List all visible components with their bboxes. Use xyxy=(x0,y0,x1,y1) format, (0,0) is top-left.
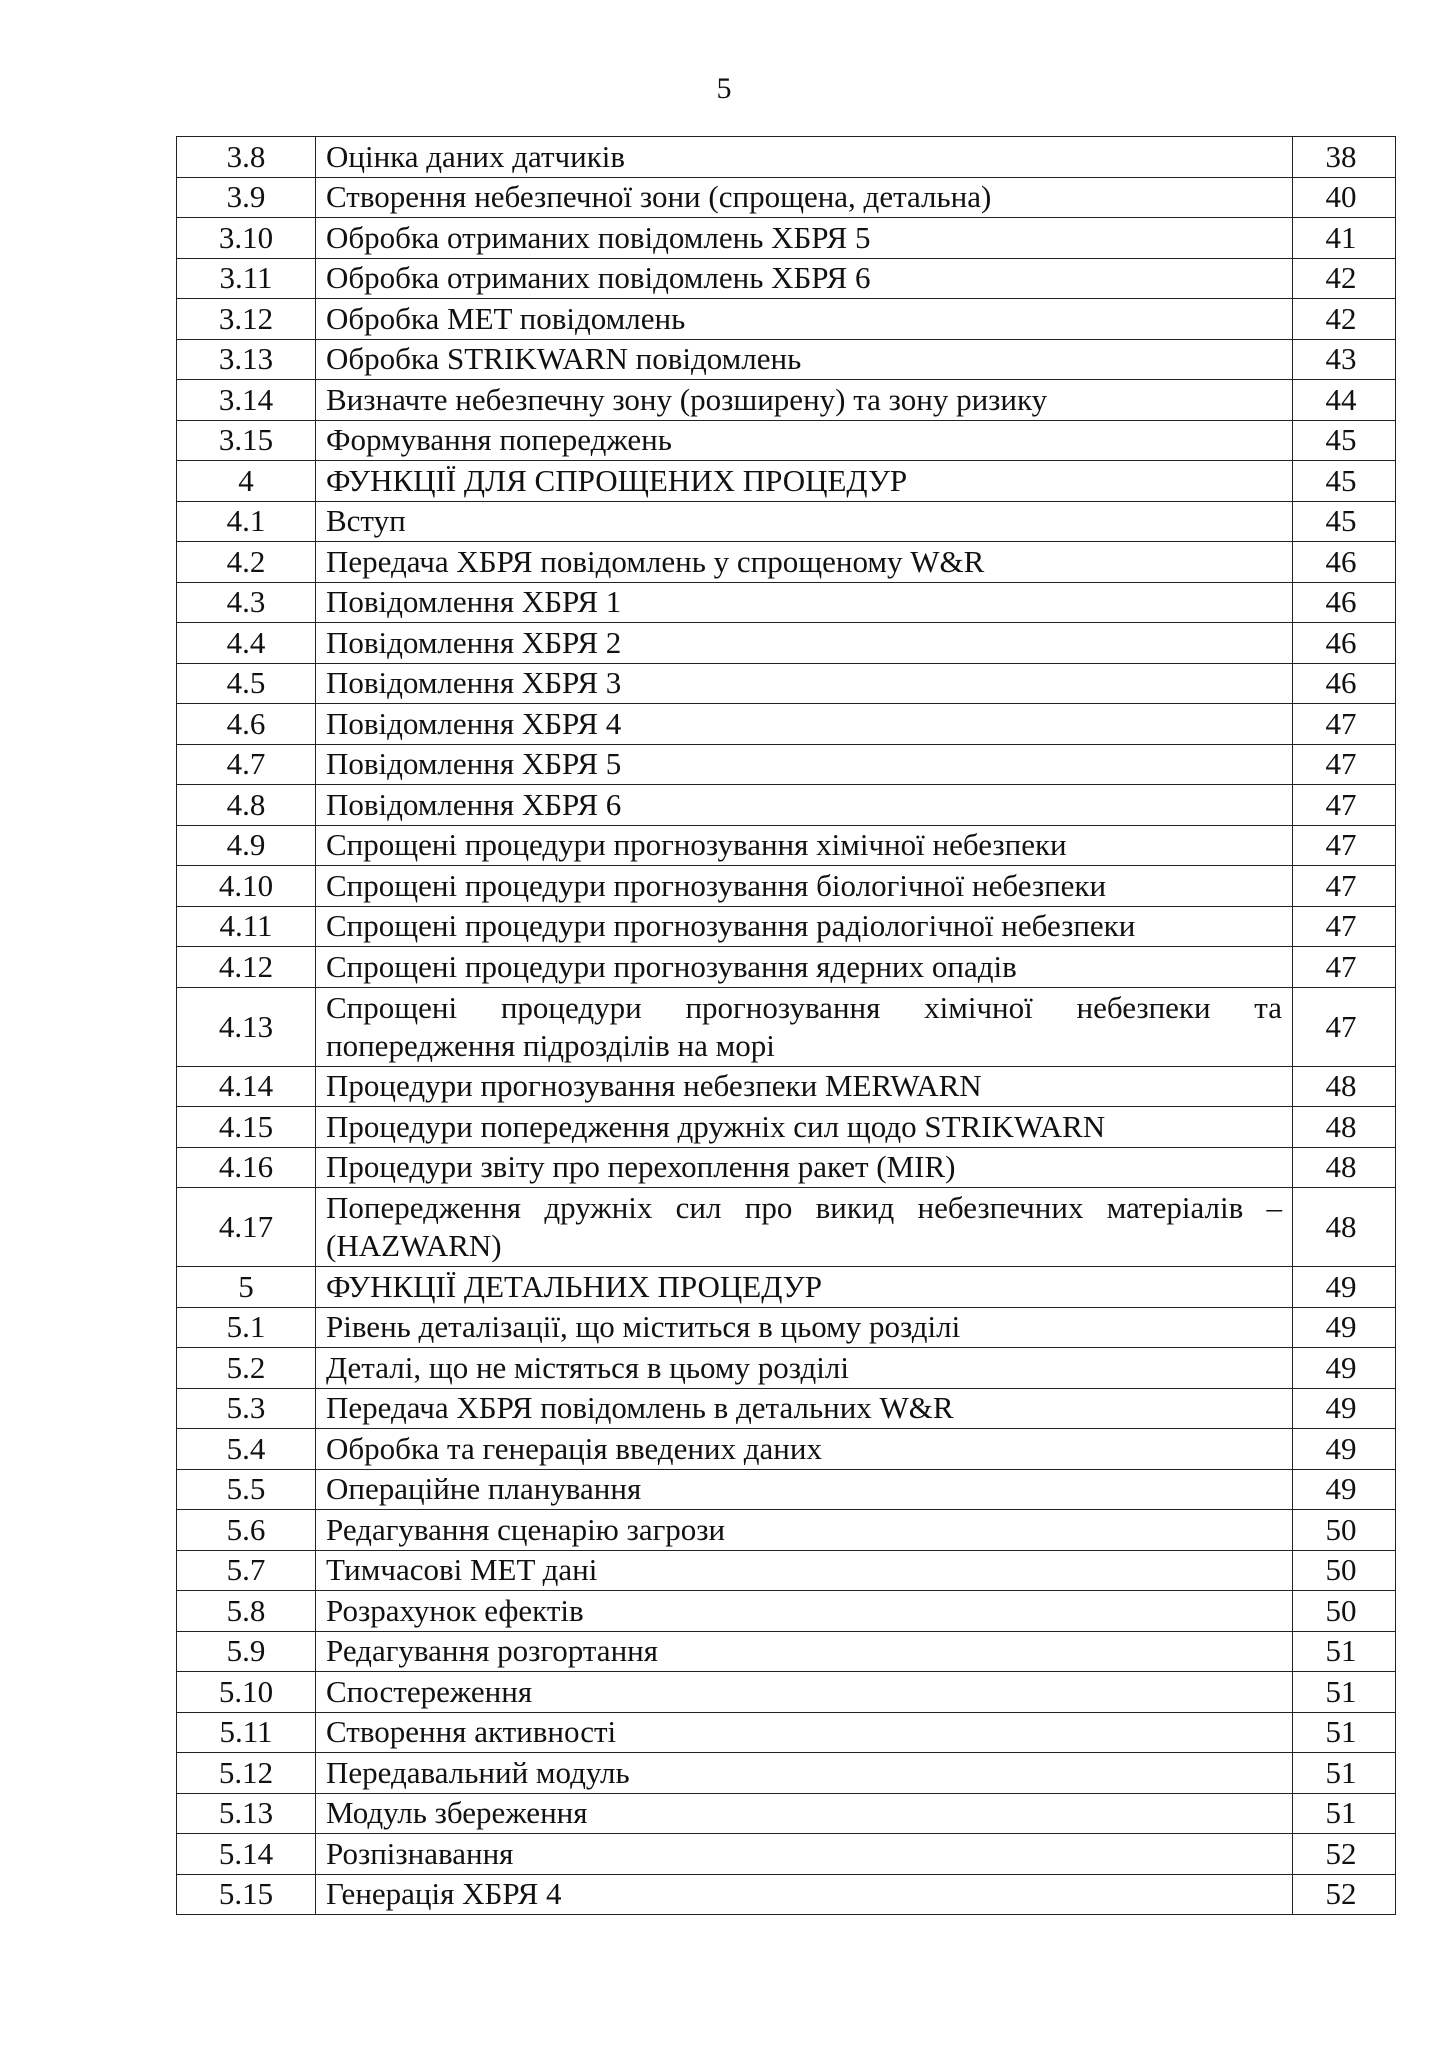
section-number: 3.9 xyxy=(177,177,316,218)
section-number: 5.5 xyxy=(177,1469,316,1510)
section-number: 5.10 xyxy=(177,1672,316,1713)
page-ref: 46 xyxy=(1293,582,1396,623)
section-number: 3.8 xyxy=(177,137,316,178)
section-number: 5.13 xyxy=(177,1793,316,1834)
section-title: Рівень деталізації, що міститься в цьому розділі xyxy=(316,1307,1293,1348)
section-number: 5.9 xyxy=(177,1631,316,1672)
page-ref: 45 xyxy=(1293,501,1396,542)
toc-row xyxy=(177,1429,1396,1470)
section-number: 4.4 xyxy=(177,623,316,664)
section-number: 5.8 xyxy=(177,1591,316,1632)
section-title: Редагування розгортання xyxy=(316,1631,1293,1672)
page-ref: 51 xyxy=(1293,1753,1396,1794)
section-number: 4.8 xyxy=(177,785,316,826)
toc-row xyxy=(177,542,1396,583)
section-title: Повідомлення ХБРЯ 1 xyxy=(316,582,1293,623)
toc-row xyxy=(177,906,1396,947)
toc-row xyxy=(177,258,1396,299)
page-ref: 48 xyxy=(1293,1066,1396,1107)
page-ref: 48 xyxy=(1293,1188,1396,1267)
toc-row xyxy=(177,785,1396,826)
toc-row xyxy=(177,218,1396,259)
section-title: Генерація ХБРЯ 4 xyxy=(316,1874,1293,1915)
page-ref: 51 xyxy=(1293,1672,1396,1713)
page-ref: 48 xyxy=(1293,1147,1396,1188)
section-number: 4.11 xyxy=(177,906,316,947)
section-number: 3.14 xyxy=(177,380,316,421)
page-ref: 47 xyxy=(1293,704,1396,745)
toc-row xyxy=(177,380,1396,421)
section-number: 4.2 xyxy=(177,542,316,583)
page-ref: 50 xyxy=(1293,1591,1396,1632)
toc-row xyxy=(177,1147,1396,1188)
toc-row xyxy=(177,987,1396,1066)
page-ref: 41 xyxy=(1293,218,1396,259)
toc-row xyxy=(177,1874,1396,1915)
page-ref: 49 xyxy=(1293,1388,1396,1429)
section-title: Операційне планування xyxy=(316,1469,1293,1510)
page-ref: 44 xyxy=(1293,380,1396,421)
section-title: Повідомлення ХБРЯ 2 xyxy=(316,623,1293,664)
section-title: Формування попереджень xyxy=(316,420,1293,461)
section-title: Спрощені процедури прогнозування біологічної небезпеки xyxy=(316,866,1293,907)
section-title: Процедури прогнозування небезпеки MERWARN xyxy=(316,1066,1293,1107)
toc-row xyxy=(177,420,1396,461)
section-number: 4.15 xyxy=(177,1107,316,1148)
page-ref: 51 xyxy=(1293,1631,1396,1672)
section-title: Обробка отриманих повідомлень ХБРЯ 5 xyxy=(316,218,1293,259)
page-ref: 51 xyxy=(1293,1793,1396,1834)
toc-row xyxy=(177,299,1396,340)
toc-row xyxy=(177,623,1396,664)
page-ref: 47 xyxy=(1293,947,1396,988)
toc-row xyxy=(177,582,1396,623)
section-number: 5 xyxy=(177,1267,316,1308)
toc-row xyxy=(177,866,1396,907)
page-ref: 47 xyxy=(1293,866,1396,907)
page-ref: 45 xyxy=(1293,420,1396,461)
page-ref: 50 xyxy=(1293,1510,1396,1551)
toc-row xyxy=(177,1107,1396,1148)
page-ref: 46 xyxy=(1293,542,1396,583)
section-number: 5.1 xyxy=(177,1307,316,1348)
section-title: Спрощені процедури прогнозування ядерних опадів xyxy=(316,947,1293,988)
toc-row xyxy=(177,461,1396,502)
section-number: 4.5 xyxy=(177,663,316,704)
page-ref: 47 xyxy=(1293,906,1396,947)
toc-row xyxy=(177,1591,1396,1632)
toc-row xyxy=(177,1388,1396,1429)
section-title: Створення активності xyxy=(316,1712,1293,1753)
toc-row xyxy=(177,1510,1396,1551)
section-number: 4.6 xyxy=(177,704,316,745)
section-number: 3.10 xyxy=(177,218,316,259)
section-number: 5.4 xyxy=(177,1429,316,1470)
section-title: Обробка та генерація введених даних xyxy=(316,1429,1293,1470)
section-number: 4.16 xyxy=(177,1147,316,1188)
section-title: Спрощені процедури прогнозування хімічної небезпеки xyxy=(316,825,1293,866)
toc-row xyxy=(177,339,1396,380)
toc-row xyxy=(177,744,1396,785)
toc-body xyxy=(177,137,1396,1915)
section-number: 3.12 xyxy=(177,299,316,340)
page-ref: 43 xyxy=(1293,339,1396,380)
section-title: Попередження дружніх сил про викид небезпечних матеріалів – (HAZWARN) xyxy=(316,1188,1293,1267)
toc-row xyxy=(177,1550,1396,1591)
section-number: 5.6 xyxy=(177,1510,316,1551)
page-ref: 45 xyxy=(1293,461,1396,502)
section-number: 5.3 xyxy=(177,1388,316,1429)
page-ref: 48 xyxy=(1293,1107,1396,1148)
section-title: Обробка STRIKWARN повідомлень xyxy=(316,339,1293,380)
toc-row xyxy=(177,1188,1396,1267)
section-number: 4 xyxy=(177,461,316,502)
page-ref: 47 xyxy=(1293,825,1396,866)
toc-row xyxy=(177,1348,1396,1389)
section-number: 4.3 xyxy=(177,582,316,623)
toc-row xyxy=(177,1267,1396,1308)
section-number: 4.7 xyxy=(177,744,316,785)
page-ref: 46 xyxy=(1293,663,1396,704)
section-number: 4.1 xyxy=(177,501,316,542)
page-ref: 49 xyxy=(1293,1469,1396,1510)
page-ref: 50 xyxy=(1293,1550,1396,1591)
page-ref: 52 xyxy=(1293,1874,1396,1915)
page-ref: 51 xyxy=(1293,1712,1396,1753)
section-title: Спостереження xyxy=(316,1672,1293,1713)
page-number: 5 xyxy=(716,72,732,105)
page-ref: 40 xyxy=(1293,177,1396,218)
page-ref: 49 xyxy=(1293,1348,1396,1389)
section-title: Передача ХБРЯ повідомлень в детальних W&R xyxy=(316,1388,1293,1429)
section-title: Передача ХБРЯ повідомлень у спрощеному W&R xyxy=(316,542,1293,583)
page-ref: 47 xyxy=(1293,785,1396,826)
toc-row xyxy=(177,1672,1396,1713)
section-number: 4.17 xyxy=(177,1188,316,1267)
section-number: 5.15 xyxy=(177,1874,316,1915)
section-title: Оцінка даних датчиків xyxy=(316,137,1293,178)
section-number: 5.14 xyxy=(177,1834,316,1875)
section-title: Передавальний модуль xyxy=(316,1753,1293,1794)
toc-row xyxy=(177,177,1396,218)
section-number: 5.7 xyxy=(177,1550,316,1591)
page-ref: 49 xyxy=(1293,1267,1396,1308)
section-number: 3.11 xyxy=(177,258,316,299)
section-title: Обробка отриманих повідомлень ХБРЯ 6 xyxy=(316,258,1293,299)
section-title: Процедури попередження дружніх сил щодо STRIKWARN xyxy=(316,1107,1293,1148)
section-title: Повідомлення ХБРЯ 3 xyxy=(316,663,1293,704)
section-number: 4.10 xyxy=(177,866,316,907)
toc-row xyxy=(177,501,1396,542)
section-title: Тимчасові MET дані xyxy=(316,1550,1293,1591)
section-title: Модуль збереження xyxy=(316,1793,1293,1834)
section-number: 4.9 xyxy=(177,825,316,866)
page-ref: 42 xyxy=(1293,258,1396,299)
toc-row xyxy=(177,1307,1396,1348)
toc-row xyxy=(177,1793,1396,1834)
section-number: 5.2 xyxy=(177,1348,316,1389)
toc-row xyxy=(177,1834,1396,1875)
section-title: Створення небезпечної зони (спрощена, детальна) xyxy=(316,177,1293,218)
toc-row xyxy=(177,704,1396,745)
page-ref: 47 xyxy=(1293,987,1396,1066)
section-title: Повідомлення ХБРЯ 4 xyxy=(316,704,1293,745)
toc-row xyxy=(177,947,1396,988)
section-title: Повідомлення ХБРЯ 5 xyxy=(316,744,1293,785)
section-title: Вступ xyxy=(316,501,1293,542)
section-title: Визначте небезпечну зону (розширену) та зону ризику xyxy=(316,380,1293,421)
toc-row xyxy=(177,825,1396,866)
toc-row xyxy=(177,1712,1396,1753)
section-title: Спрощені процедури прогнозування хімічної небезпеки та попередження підрозділів на морі xyxy=(316,987,1293,1066)
page-ref: 46 xyxy=(1293,623,1396,664)
toc-row xyxy=(177,1631,1396,1672)
section-title: ФУНКЦІЇ ДЛЯ СПРОЩЕНИХ ПРОЦЕДУР xyxy=(316,461,1293,502)
page-ref: 52 xyxy=(1293,1834,1396,1875)
page-ref: 47 xyxy=(1293,744,1396,785)
toc-row xyxy=(177,663,1396,704)
page-ref: 42 xyxy=(1293,299,1396,340)
section-title: ФУНКЦІЇ ДЕТАЛЬНИХ ПРОЦЕДУР xyxy=(316,1267,1293,1308)
section-title: Спрощені процедури прогнозування радіологічної небезпеки xyxy=(316,906,1293,947)
toc-row xyxy=(177,137,1396,178)
section-number: 5.11 xyxy=(177,1712,316,1753)
toc-row xyxy=(177,1469,1396,1510)
section-title: Редагування сценарію загрози xyxy=(316,1510,1293,1551)
section-number: 3.13 xyxy=(177,339,316,380)
page-ref: 38 xyxy=(1293,137,1396,178)
page-ref: 49 xyxy=(1293,1307,1396,1348)
toc-row xyxy=(177,1066,1396,1107)
section-title: Процедури звіту про перехоплення ракет (MIR) xyxy=(316,1147,1293,1188)
section-number: 4.14 xyxy=(177,1066,316,1107)
toc-row xyxy=(177,1753,1396,1794)
section-title: Розрахунок ефектів xyxy=(316,1591,1293,1632)
section-title: Деталі, що не містяться в цьому розділі xyxy=(316,1348,1293,1389)
page-ref: 49 xyxy=(1293,1429,1396,1470)
section-title: Розпізнавання xyxy=(316,1834,1293,1875)
section-number: 3.15 xyxy=(177,420,316,461)
table-of-contents xyxy=(176,136,1396,1915)
section-number: 4.12 xyxy=(177,947,316,988)
section-title: Обробка MET повідомлень xyxy=(316,299,1293,340)
section-number: 5.12 xyxy=(177,1753,316,1794)
section-title: Повідомлення ХБРЯ 6 xyxy=(316,785,1293,826)
section-number: 4.13 xyxy=(177,987,316,1066)
